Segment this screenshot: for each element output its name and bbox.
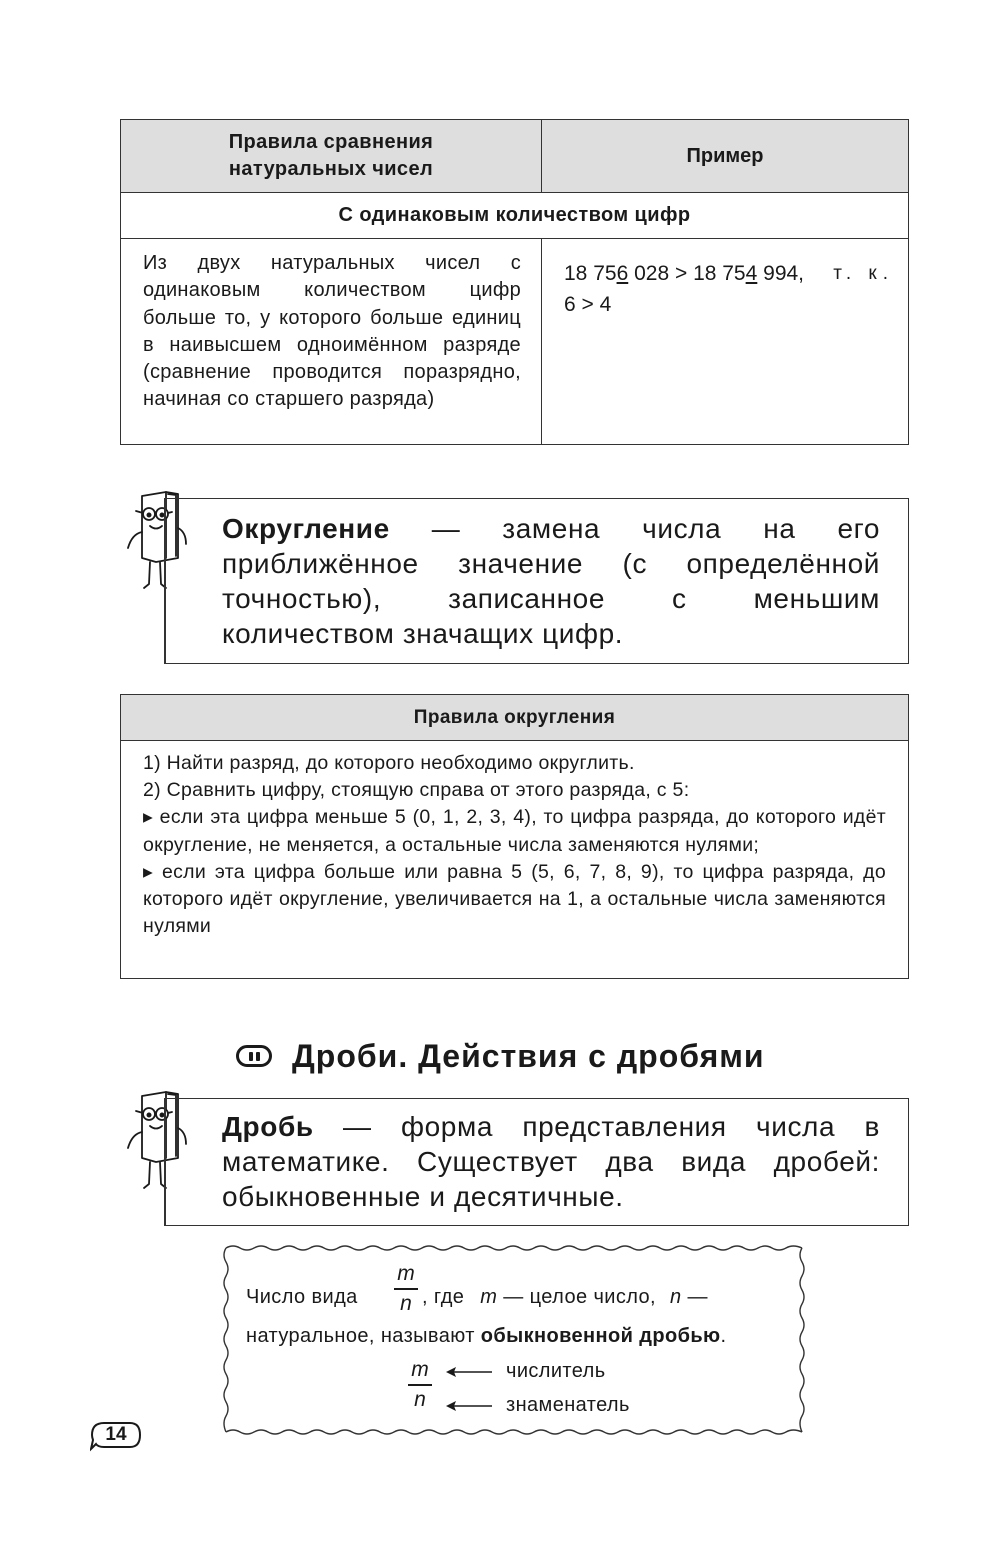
example-cell: 18 756 028 > 18 754 994, т. к. 6 > 4 [541, 238, 908, 444]
fraction-line1-rest: , где m — целое число, n — [422, 1286, 708, 1308]
arrow-left-icon [444, 1398, 494, 1414]
rounding-definition-text: Округление — замена числа на его приближённое значение (с определённой точностью), записанное с меньшим количеством значащих цифр. [222, 513, 880, 649]
list-item: ▸ если эта цифра больше или равна 5 (5, 6, 7, 8, 9), то цифра разряда, до которого идёт округление, увеличивается на 1, а остальные числа заменяются нулями [143, 860, 886, 938]
rounding-rules-table [120, 694, 909, 979]
rule-text-cell: Из двух натуральных чисел с одинаковым количеством цифр больше то, у которого больше единиц в наивысшем одноимённом разряде (сравнение проводится поразрядно, начиная со старшего разряда) [143, 252, 521, 411]
fraction-definition-text: Дробь — форма представления числа в математике. Существует два вида дробей: обыкновенные и десятичные. [222, 1111, 880, 1212]
fraction-line1-start: Число вида [246, 1286, 358, 1308]
header-rules-cell [121, 120, 541, 192]
rounding-rules-body [121, 740, 908, 940]
header-example-cell: Пример [541, 120, 908, 192]
denominator-label: знаменатель [506, 1394, 630, 1416]
section-title: Дроби. Действия с дробями [292, 1037, 765, 1074]
page-number: 14 [105, 1424, 127, 1445]
fraction-symbol: m n [394, 1262, 418, 1316]
comparison-rules-table [120, 119, 909, 445]
section-heading [236, 1033, 765, 1079]
table-subheader: С одинаковым количеством цифр [121, 192, 908, 239]
rounding-rules-header: Правила округления [121, 695, 908, 741]
example-reason: 6 > 4 [564, 293, 612, 316]
page-number-badge [90, 1420, 142, 1452]
rounding-term: Округление [222, 513, 390, 544]
underlined-digit: 4 [745, 262, 758, 285]
numerator-label: числитель [506, 1360, 606, 1382]
list-item: 1) Найти разряд, до которого необходимо округлить. [143, 752, 635, 774]
common-fraction-term: обыкновенной дробью [480, 1325, 721, 1347]
arrow-left-icon [444, 1364, 494, 1380]
header-rules-line2: натуральных чисел [228, 158, 434, 180]
list-item: 2) Сравнить цифру, стоящую справа от этого разряда, с 5: [143, 779, 690, 802]
fraction-definition-box [164, 1098, 909, 1226]
underlined-digit: 6 [616, 262, 629, 285]
fraction-line2: натуральное, называют обыкновенной дробью. [246, 1325, 727, 1347]
rounding-definition-box [164, 498, 909, 664]
list-item: ▸ если эта цифра меньше 5 (0, 1, 2, 3, 4), то цифра разряда, до которого идёт округление, не меняется, а остальные числа заменяются нулями; [143, 806, 886, 856]
section-marker-icon [236, 1045, 272, 1067]
header-rules-line1: Правила сравнения [228, 131, 434, 153]
table-header-row [121, 120, 908, 193]
common-fraction-box [222, 1244, 806, 1436]
labeled-fraction: m n [408, 1358, 432, 1412]
fraction-term: Дробь [222, 1111, 314, 1142]
